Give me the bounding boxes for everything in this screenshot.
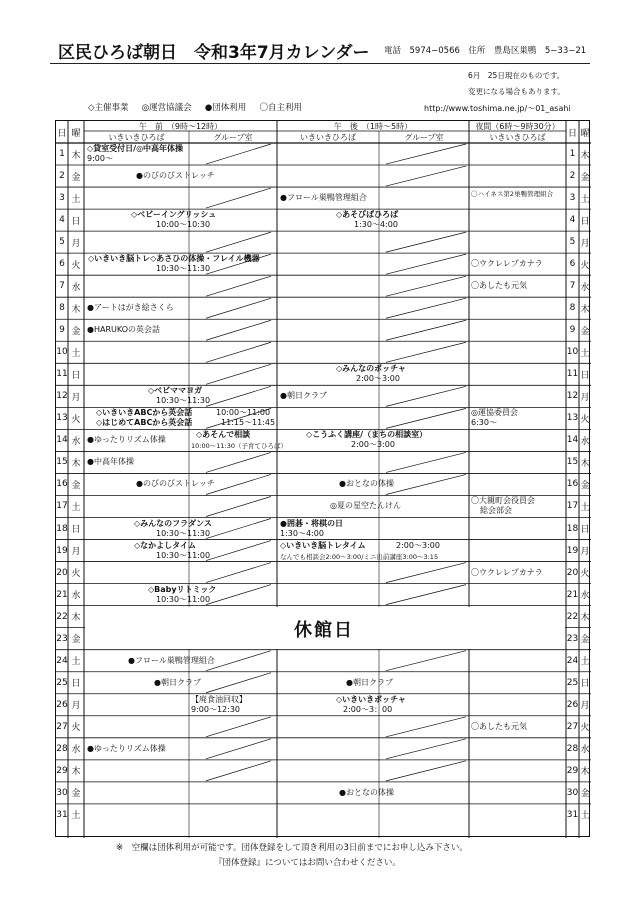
weekday: 木 — [71, 304, 81, 315]
night-header: 夜間（6時〜9時30分） — [475, 121, 560, 131]
slot-diagonal — [206, 541, 271, 561]
event-reception: ◇貸室受付日/◎中高年体操 — [87, 144, 184, 153]
slot-diagonal — [206, 298, 271, 318]
weekday-right: 土 — [580, 502, 590, 513]
page-title: 区民ひろば朝日 令和3年7月カレンダー — [58, 43, 370, 63]
slot-diagonal — [206, 276, 271, 296]
day-number-right: 1 — [569, 149, 576, 159]
weekday: 日 — [71, 370, 81, 381]
day-number: 10 — [56, 347, 68, 358]
weekday: 火 — [71, 260, 81, 271]
event-time: 10:00〜10:30 — [156, 220, 211, 230]
event-time: 1:30〜4:00 — [354, 220, 398, 230]
weekday: 火 — [71, 723, 81, 734]
day-number: 26 — [56, 699, 68, 710]
slot-diagonal — [386, 276, 466, 296]
event-time: 1:30〜4:00 — [280, 528, 324, 538]
slot-diagonal — [206, 496, 271, 516]
event-time: 6:30〜 — [471, 418, 497, 428]
day-number-right: 17 — [566, 501, 579, 512]
event-brain-time: ◇いきいき脳トレタイム — [280, 540, 366, 550]
day-number-right: 24 — [566, 655, 579, 666]
day-number: 21 — [56, 589, 68, 600]
event-stretch: ●のびのびストレッチ — [136, 479, 215, 489]
weekday-right: 土 — [580, 348, 590, 359]
weekday-right: 木 — [580, 304, 590, 315]
weekday-right: 火 — [580, 723, 590, 734]
slot-diagonal — [206, 474, 271, 494]
day-number: 18 — [56, 523, 68, 534]
weekday-right: 土 — [580, 657, 590, 668]
event-boccia: ◇みんなのボッチャ — [336, 364, 406, 374]
weekday-right: 月 — [580, 238, 590, 249]
day-number: 20 — [56, 567, 68, 578]
weekday-right: 金 — [580, 635, 590, 646]
event-time: 10:00〜11:30（子育てひろば） — [191, 442, 287, 451]
weekday-right: 火 — [580, 260, 590, 271]
weekday: 木 — [71, 767, 81, 778]
slot-diagonal — [206, 320, 271, 340]
header-divider — [50, 63, 590, 64]
event-stargazing: ◎夏の星空たんけん — [330, 501, 401, 511]
event-time: 10:30〜11:30 — [156, 264, 211, 274]
weekday-right: 土 — [580, 811, 590, 822]
weekday: 金 — [71, 635, 81, 646]
day-number-right: 2 — [569, 171, 576, 182]
day-number-right: 26 — [566, 699, 579, 710]
event-time: 9:00〜 — [87, 154, 113, 163]
slot-diagonal — [206, 232, 271, 252]
weekday: 木 — [71, 150, 81, 161]
weekday-right: 木 — [580, 767, 590, 778]
day-number-right: 11 — [566, 369, 579, 380]
day-number-right: 31 — [566, 809, 579, 820]
day-number-right: 15 — [566, 457, 579, 468]
day-number: 5 — [59, 237, 65, 248]
day-column-header-right: 日 — [567, 128, 577, 139]
contact-info: 電話 5974−0566 住所 豊島区巣鴨 5−33−21 — [384, 46, 587, 56]
event-time: 10:30〜11:30 — [156, 396, 211, 406]
day-number-right: 21 — [566, 589, 579, 600]
weekday: 土 — [71, 502, 81, 513]
slot-diagonal — [386, 166, 466, 186]
slot-diagonal — [386, 474, 466, 494]
day-number-right: 6 — [569, 259, 576, 270]
day-number: 14 — [56, 435, 68, 446]
slot-diagonal — [386, 298, 466, 318]
weekday-right: 日 — [580, 216, 590, 227]
weekday-right: 火 — [580, 569, 590, 580]
weekday: 火 — [71, 569, 81, 580]
slot-diagonal — [206, 144, 271, 164]
day-number-right: 16 — [566, 479, 579, 490]
day-number-right: 5 — [569, 237, 576, 248]
weekday: 金 — [71, 480, 81, 491]
day-number: 7 — [59, 281, 65, 292]
legend: ◇主催事業 ◎運営協議会 ●団体利用 〇自主利用 — [88, 103, 302, 113]
event-adult-exercise: ●おとなの体操 — [339, 479, 394, 489]
event-ashita: 〇あしたも元気 — [471, 721, 527, 731]
pm-hiroba-header: いきいきひろば — [300, 132, 356, 142]
day-number-right: 12 — [566, 391, 579, 402]
weekday: 水 — [71, 282, 81, 293]
slot-diagonal — [206, 717, 271, 737]
day-number-right: 9 — [569, 325, 576, 336]
day-number: 29 — [56, 765, 68, 776]
morning-header: 午 前 （9時〜12時） — [138, 121, 223, 131]
day-number: 4 — [59, 215, 65, 226]
weekday-right: 金 — [580, 789, 590, 800]
weekday-column-header-right: 曜 — [580, 128, 590, 139]
event-chukonen: ●中高年体操 — [87, 457, 134, 467]
footer-note: ※ 空欄は団体利用が可能です。団体登録をして頂き利用の3日前までにお申し込み下さい。 — [116, 843, 468, 853]
event-yoga: ◇ベビママヨガ — [148, 386, 203, 396]
event-abc1: ◇いきいきABCから英会話 — [96, 408, 193, 418]
weekday: 土 — [71, 194, 81, 205]
event-koufuku: ◇こうふく講座/（まちの相談室） — [306, 430, 428, 440]
event-time: 10:30〜11:00 — [156, 594, 211, 604]
event-asahi-club: ●朝日クラブ — [280, 391, 327, 401]
weekday-right: 木 — [580, 613, 590, 624]
event-consult: ◇あそんで相談 — [196, 430, 251, 440]
day-number: 23 — [56, 633, 68, 644]
weekday: 金 — [71, 326, 81, 337]
event-time: 2:00〜3:00 — [351, 440, 395, 450]
weekday: 日 — [71, 525, 81, 535]
slot-diagonal — [206, 188, 271, 208]
event-igo: ●囲碁・将棋の日 — [280, 518, 343, 528]
weekday-right: 日 — [580, 370, 590, 381]
slot-diagonal — [386, 320, 466, 340]
event-stretch: ●のびのびストレッチ — [136, 171, 215, 181]
slot-diagonal — [386, 563, 466, 583]
event-haruko: ●HARUKOの英会話 — [87, 325, 160, 335]
event-committee: ◎運協委員会 — [471, 408, 518, 418]
day-number: 2 — [59, 171, 65, 182]
day-number: 8 — [59, 303, 65, 314]
event-oil-collection: 【廃食油回収】 — [191, 694, 247, 704]
slot-diagonal — [386, 761, 466, 781]
weekday-right: 木 — [580, 150, 590, 161]
day-number: 12 — [56, 391, 68, 402]
day-number-right: 13 — [566, 413, 579, 424]
event-baby-english: ◇ベビーイングリッシュ — [131, 210, 217, 220]
weekday-right: 月 — [580, 701, 590, 712]
weekday: 金 — [71, 172, 81, 183]
event-time: 2:00〜3:00 — [356, 374, 400, 384]
slot-diagonal — [386, 232, 466, 252]
event-chokai: 〇大親町会役員会 — [471, 496, 535, 506]
event-time: 9:00〜12:30 — [191, 704, 241, 714]
event-asahi-club: ●朝日クラブ — [346, 677, 393, 687]
event-ukulele: 〇ウクレレプカナラ — [471, 567, 543, 577]
day-number-right: 27 — [566, 721, 579, 732]
event-time: 10:30〜11:30 — [156, 528, 211, 538]
day-number-right: 28 — [566, 743, 579, 754]
slot-diagonal — [386, 739, 466, 759]
weekday: 木 — [71, 458, 81, 469]
slot-diagonal — [386, 585, 466, 605]
weekday: 金 — [71, 789, 81, 800]
weekday-right: 日 — [580, 525, 590, 535]
weekday-column-header: 曜 — [71, 128, 81, 139]
event-rhythm: ●ゆったりリズム体操 — [87, 435, 166, 445]
day-number-right: 3 — [569, 193, 576, 204]
day-number: 17 — [56, 501, 68, 512]
weekday: 土 — [71, 348, 81, 359]
day-number: 25 — [56, 677, 68, 688]
slot-diagonal — [206, 651, 271, 671]
weekday: 火 — [71, 414, 81, 425]
weekday-right: 土 — [580, 194, 590, 205]
day-number-right: 14 — [566, 435, 579, 446]
slot-diagonal — [206, 386, 271, 406]
weekday-right: 月 — [580, 547, 590, 558]
event-asahi-club: ●朝日クラブ — [154, 677, 201, 687]
day-number: 6 — [59, 259, 65, 270]
slot-diagonal — [206, 673, 271, 693]
slot-diagonal — [206, 519, 271, 539]
slot-diagonal — [386, 452, 466, 472]
event-abc2: ◇はじめてABCから英会話 — [96, 418, 193, 428]
slot-diagonal — [386, 342, 466, 362]
day-number-right: 18 — [566, 523, 579, 534]
event-chokai-sub: 総会部会 — [480, 506, 512, 516]
event-kanri: ●フロール巣鴨管理組合 — [280, 193, 367, 203]
weekday: 水 — [71, 745, 81, 756]
event-consult-mini: なんでも相談会2:00〜3:00/ミニ出前講座3:00〜3:15 — [280, 552, 439, 561]
weekday: 日 — [71, 679, 81, 690]
am-group-header: グループ室 — [213, 132, 253, 142]
slot-diagonal — [206, 342, 271, 362]
day-number: 24 — [56, 655, 68, 666]
website-link[interactable]: http://www.toshima.ne.jp/〜01_asahi — [424, 104, 571, 113]
day-number: 30 — [56, 787, 68, 798]
afternoon-header: 午 後 （1時〜5時） — [333, 121, 413, 131]
weekday: 土 — [71, 811, 81, 822]
slot-diagonal — [206, 563, 271, 583]
day-number: 16 — [56, 479, 68, 490]
weekday: 水 — [71, 591, 81, 602]
night-hiroba-header: いきいきひろば — [489, 132, 546, 142]
event-time: 10:30〜11:00 — [156, 550, 211, 560]
weekday: 月 — [71, 392, 81, 403]
day-number: 1 — [59, 149, 65, 159]
day-number: 19 — [56, 545, 68, 556]
event-highness: 〇ハイネス第2巣鴨管理組合 — [471, 190, 554, 199]
event-rhythm: ●ゆったりリズム体操 — [87, 743, 166, 753]
event-adult-exercise: ●おとなの体操 — [339, 787, 394, 797]
slot-diagonal — [386, 408, 466, 428]
day-number: 11 — [56, 369, 68, 380]
weekday-right: 金 — [580, 326, 590, 337]
event-time: 11:15〜11:45 — [221, 418, 276, 428]
slot-diagonal — [206, 452, 271, 472]
day-number-right: 25 — [566, 677, 579, 688]
slot-diagonal — [386, 386, 466, 406]
event-time: 2:00〜3：00 — [343, 704, 393, 714]
weekday-right: 水 — [580, 745, 590, 756]
event-nakayoshi: ◇なかよしタイム — [134, 540, 196, 550]
day-number: 31 — [56, 809, 68, 820]
weekday-right: 水 — [580, 282, 590, 293]
weekday: 木 — [71, 613, 81, 624]
weekday: 日 — [71, 216, 81, 227]
slot-diagonal — [206, 739, 271, 759]
weekday-right: 金 — [580, 172, 590, 183]
day-number: 28 — [56, 743, 68, 754]
slot-diagonal — [206, 761, 271, 781]
slot-diagonal — [386, 144, 466, 164]
day-number: 13 — [56, 413, 68, 424]
weekday: 月 — [71, 547, 81, 558]
day-number-right: 8 — [569, 303, 576, 314]
slot-diagonal — [386, 254, 466, 274]
slot-diagonal — [386, 651, 466, 671]
weekday-right: 水 — [580, 436, 590, 447]
weekday-right: 水 — [580, 591, 590, 602]
am-hiroba-header: いきいきひろば — [108, 132, 165, 142]
event-rhythmic: ◇Babyリトミック — [148, 584, 217, 594]
calendar-table — [55, 120, 590, 837]
weekday: 土 — [71, 657, 81, 668]
event-hula: ◇みんなのフラダンス — [134, 518, 212, 528]
event-asobiba: ◇あそびばひろば — [336, 210, 399, 220]
weekday: 水 — [71, 436, 81, 447]
day-number-right: 20 — [566, 567, 579, 578]
day-number-right: 10 — [566, 347, 579, 358]
update-note: 6月 25日現在のものです。 — [468, 71, 565, 80]
pm-group-header: グループ室 — [404, 132, 444, 142]
day-number-right: 30 — [566, 787, 579, 798]
footer-registration: 『団体登録』についてはお問い合わせください。 — [214, 858, 401, 868]
weekday-right: 金 — [580, 480, 590, 491]
day-number-right: 7 — [569, 281, 576, 292]
day-number-right: 29 — [566, 765, 579, 776]
holiday-label: 休館日 — [294, 619, 354, 641]
weekday-right: 日 — [580, 679, 590, 690]
day-number-right: 19 — [566, 545, 579, 556]
event-brain-training: ◇いきいき脳トレ◇あさひの体操・フレイル機器 — [88, 254, 260, 264]
day-number: 9 — [59, 325, 65, 336]
event-time: 10:00〜11:00 — [216, 408, 271, 418]
weekday-right: 火 — [580, 414, 590, 425]
event-time: 2:00〜3:00 — [396, 540, 440, 550]
event-ukulele: 〇ウクレレプカナラ — [471, 259, 543, 269]
day-number: 15 — [56, 457, 68, 468]
event-boccia: ◇いきいきボッチャ — [336, 694, 406, 704]
day-number-right: 4 — [569, 215, 576, 226]
day-column-header: 日 — [57, 128, 67, 139]
event-kanri: ●フロール巣鴨管理組合 — [128, 655, 215, 665]
event-ashita: 〇あしたも元気 — [471, 281, 527, 291]
change-note: 変更になる場合もあります。 — [468, 87, 565, 96]
event-art: ●アートはがき絵さくら — [87, 303, 174, 313]
day-number: 22 — [56, 611, 68, 622]
weekday-right: 月 — [580, 392, 590, 403]
weekday-right: 木 — [580, 458, 590, 469]
day-number-right: 23 — [566, 633, 579, 644]
slot-diagonal — [386, 717, 466, 737]
day-number: 3 — [59, 193, 65, 204]
day-number-right: 22 — [566, 611, 579, 622]
weekday: 月 — [71, 238, 81, 249]
weekday: 月 — [71, 701, 81, 712]
slot-diagonal — [206, 364, 271, 384]
day-number: 27 — [56, 721, 68, 732]
